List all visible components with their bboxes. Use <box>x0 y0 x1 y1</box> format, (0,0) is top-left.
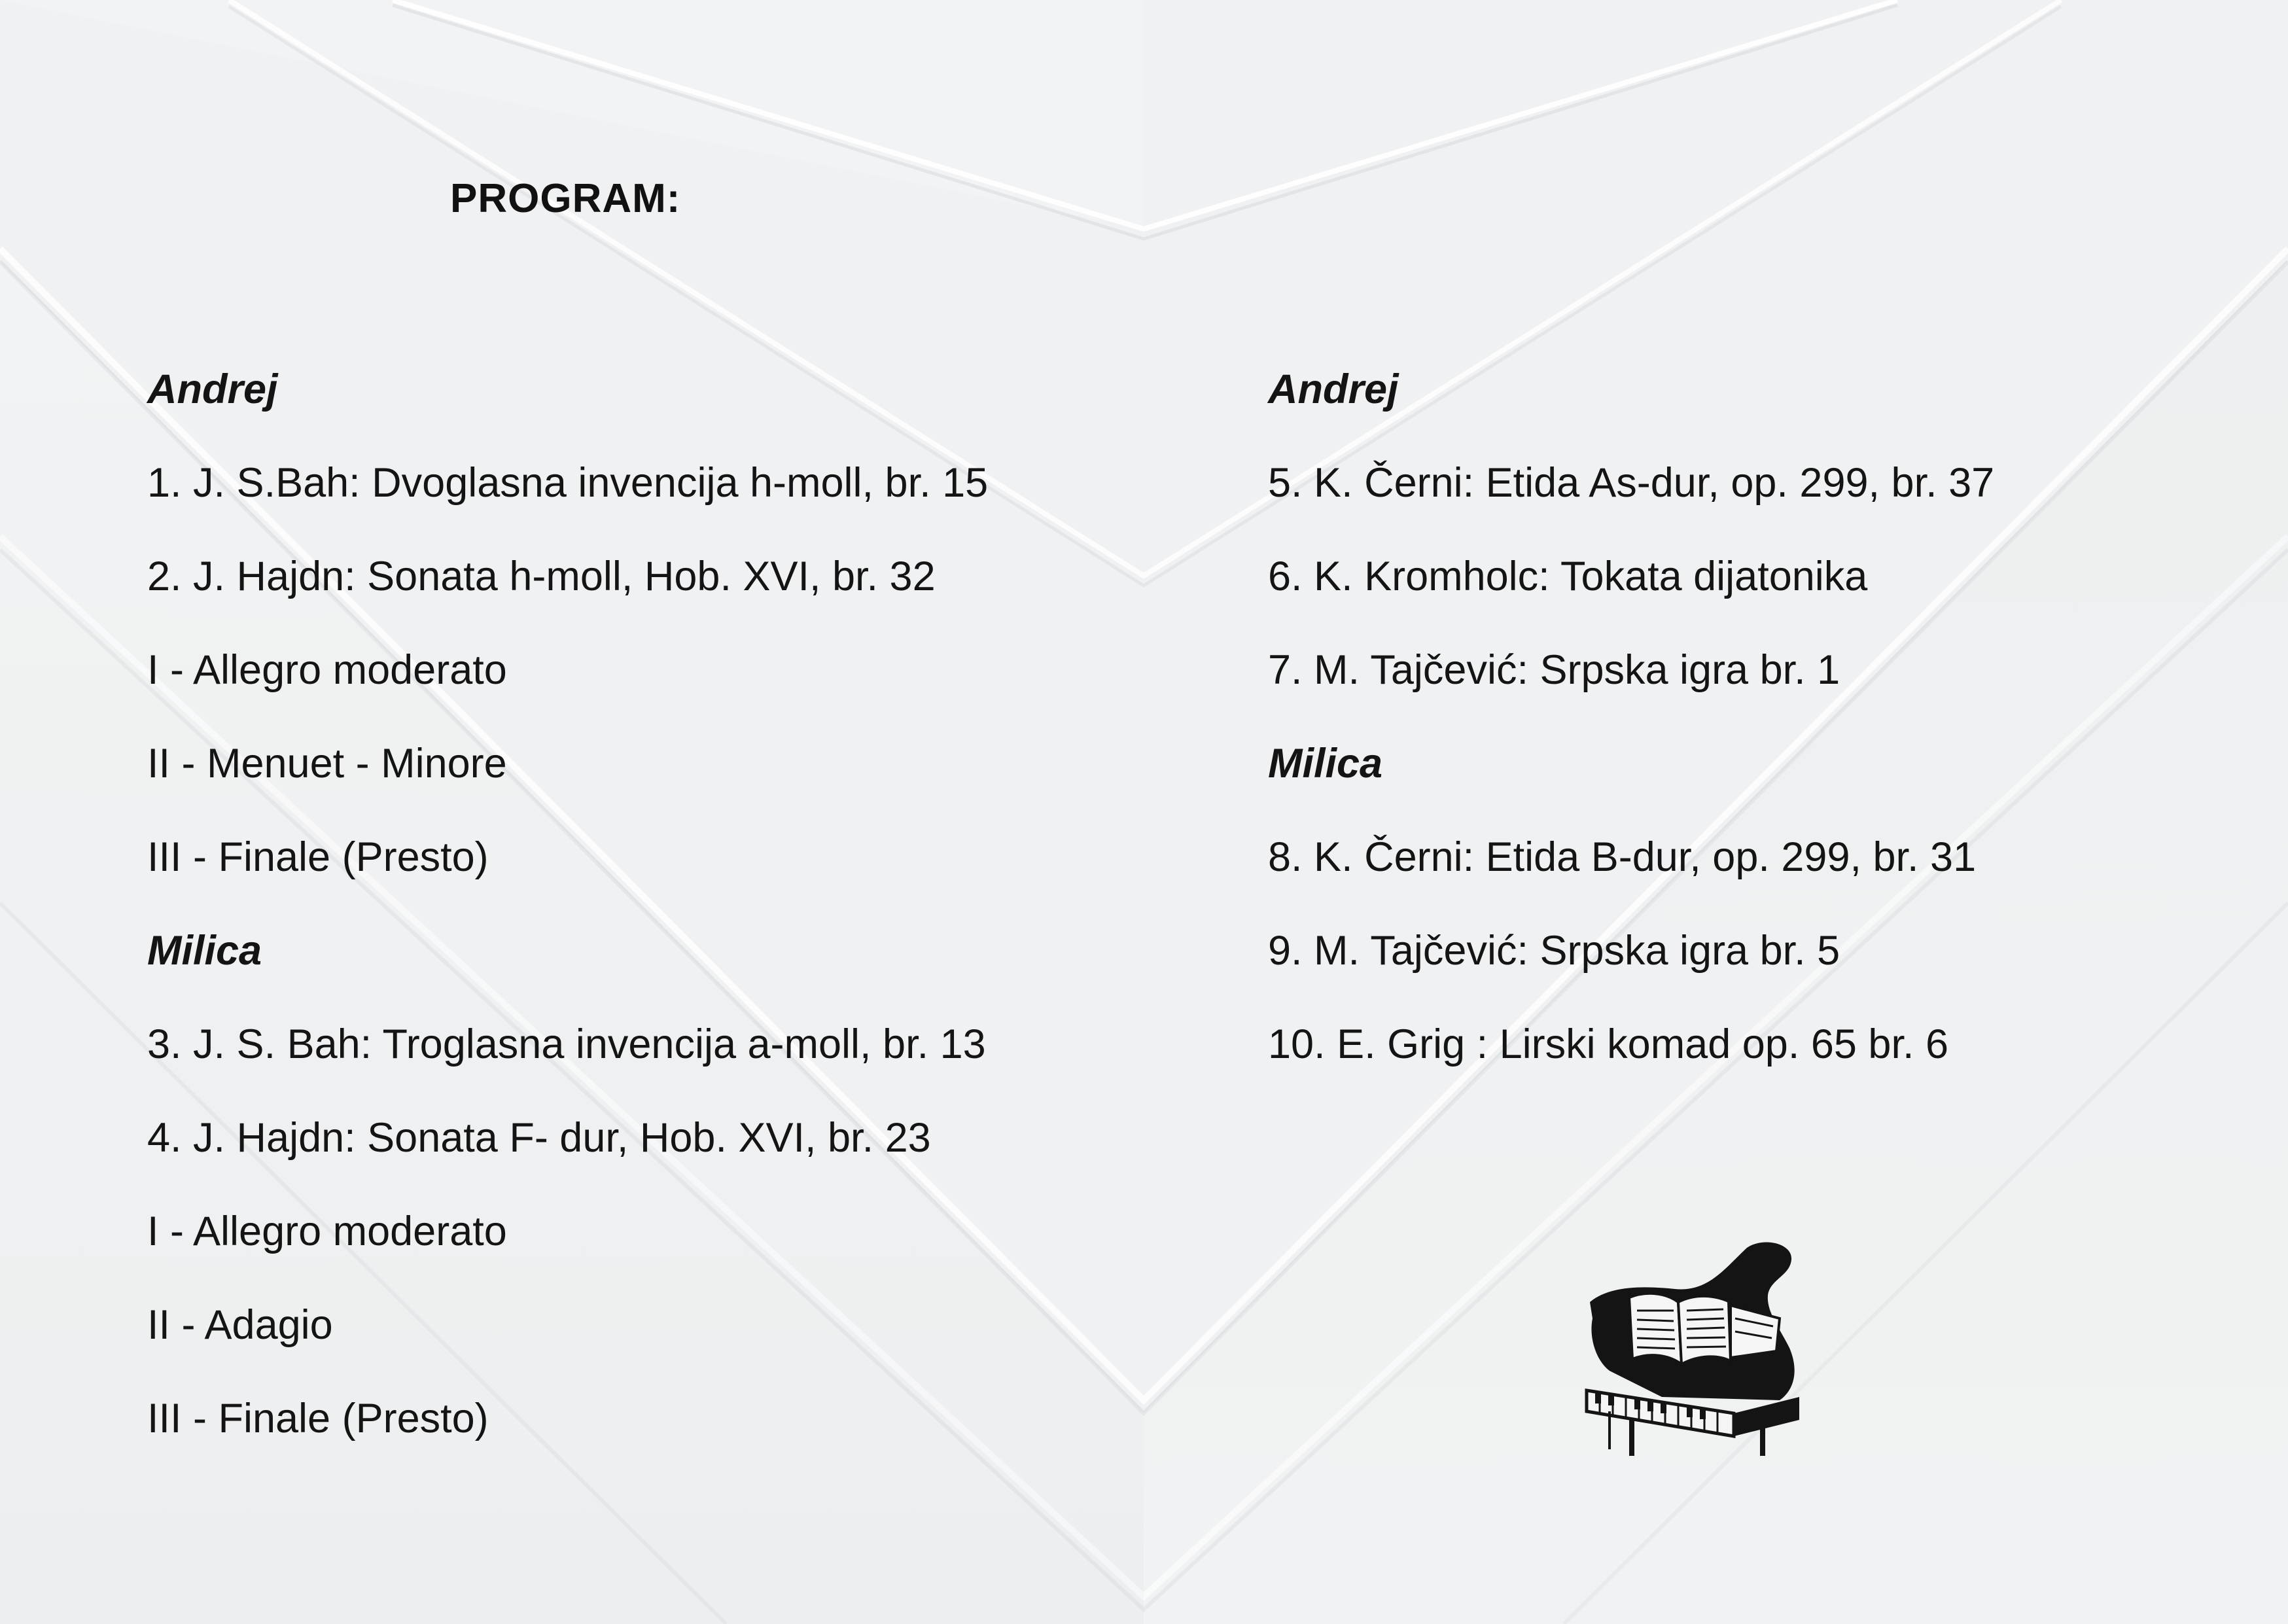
movement-item: I - Allegro moderato <box>147 1209 507 1254</box>
program-item: 4. J. Hajdn: Sonata F- dur, Hob. XVI, br. 23 <box>147 1115 931 1161</box>
program-item: 5. K. Černi: Etida As-dur, op. 299, br. 37 <box>1268 460 1995 506</box>
performer-heading: Milica <box>147 928 262 974</box>
movement-item: I - Allegro moderato <box>147 647 507 693</box>
program-title: PROGRAM: <box>450 176 681 221</box>
movement-item: III - Finale (Presto) <box>147 834 489 880</box>
movement-item: III - Finale (Presto) <box>147 1396 489 1441</box>
program-item: 3. J. S. Bah: Troglasna invencija a-moll, br. 13 <box>147 1021 986 1067</box>
movement-item: II - Menuet - Minore <box>147 741 507 786</box>
grand-piano-icon <box>1583 1240 1819 1462</box>
program-item: 1. J. S.Bah: Dvoglasna invencija h-moll, br. 15 <box>147 460 989 506</box>
movement-item: II - Adagio <box>147 1302 333 1348</box>
program-item: 10. E. Grig : Lirski komad op. 65 br. 6 <box>1268 1021 1948 1067</box>
program-item: 9. M. Tajčević: Srpska igra br. 5 <box>1268 928 1840 974</box>
performer-heading: Milica <box>1268 741 1383 786</box>
performer-heading: Andrej <box>147 366 278 412</box>
performer-heading: Andrej <box>1268 366 1399 412</box>
program-item: 6. K. Kromholc: Tokata dijatonika <box>1268 554 1868 599</box>
program-item: 2. J. Hajdn: Sonata h-moll, Hob. XVI, br. 32 <box>147 554 936 599</box>
program-item: 7. M. Tajčević: Srpska igra br. 1 <box>1268 647 1840 693</box>
program-item: 8. K. Černi: Etida B-dur, op. 299, br. 31 <box>1268 834 1977 880</box>
